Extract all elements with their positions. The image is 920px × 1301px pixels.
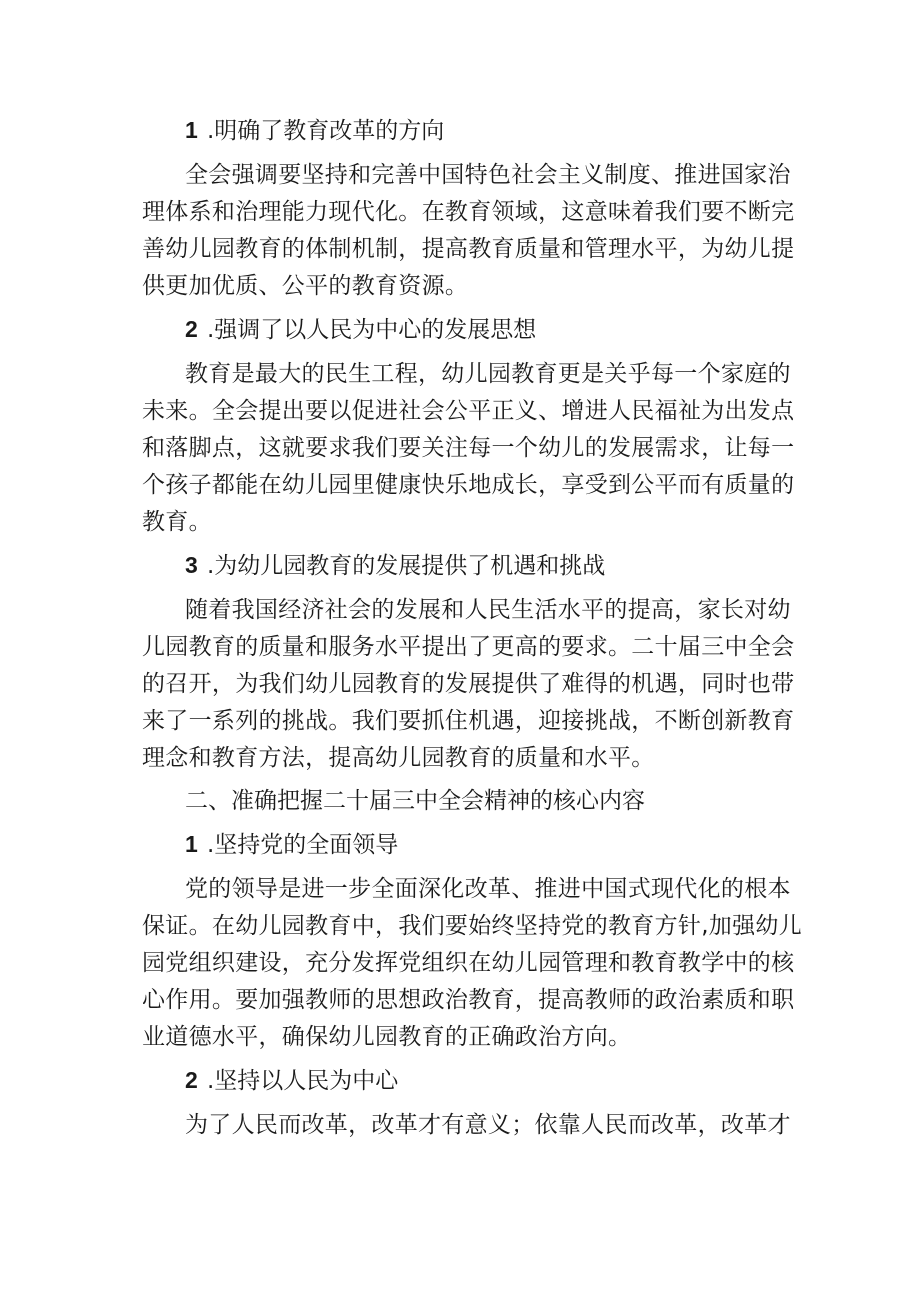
paragraph — [142, 356, 795, 541]
paragraph-line: 保证。在幼儿园教育中，我们要始终坚持党的教育方针,加强幼儿 — [142, 913, 803, 939]
paragraph-line: 未来。全会提出要以促进社会公平正义、增进人民福祉为出发点 — [142, 398, 795, 424]
heading-text: .为幼儿园教育的发展提供了机遇和挑战 — [207, 553, 606, 579]
section-heading — [142, 112, 790, 149]
paragraph-line: 和落脚点，这就要求我们要关注每一个幼儿的发展需求，让每一 — [142, 435, 795, 461]
paragraph-line: 理念和教育方法，提高幼儿园教育的质量和水平。 — [142, 745, 655, 771]
paragraph-line: 教育是最大的民生工程，幼儿园教育更是关乎每一个家庭的 — [185, 361, 791, 387]
paragraph-line: 党的领导是进一步全面深化改革、推进中国式现代化的根本 — [185, 876, 791, 902]
section-heading — [142, 783, 790, 820]
paragraph-line: 善幼儿园教育的体制机制，提高教育质量和管理水平，为幼儿提 — [142, 236, 795, 262]
heading-number: 1 — [185, 117, 198, 143]
heading-text: .坚持以人民为中心 — [207, 1068, 399, 1094]
heading-text: 二、准确把握二十届三中全会精神的核心内容 — [185, 788, 645, 814]
paragraph-line: 全会强调要坚持和完善中国特色社会主义制度、推进国家治 — [185, 162, 791, 188]
paragraph-line: 教育。 — [142, 509, 212, 535]
paragraph — [142, 1107, 790, 1144]
paragraph-line: 个孩子都能在幼儿园里健康快乐地成长，享受到公平而有质量的 — [142, 472, 795, 498]
paragraph-line: 供更加优质、公平的教育资源。 — [142, 273, 469, 299]
section-heading — [142, 826, 790, 863]
section-heading — [142, 311, 790, 348]
paragraph-line: 业道德水平，确保幼儿园教育的正确政治方向。 — [142, 1024, 632, 1050]
paragraph — [142, 157, 795, 305]
paragraph-line: 心作用。要加强教师的思想政治教育，提高教师的政治素质和职 — [142, 987, 795, 1013]
heading-number: 2 — [185, 316, 198, 342]
paragraph — [142, 871, 803, 1056]
paragraph-line: 来了一系列的挑战。我们要抓住机遇，迎接挑战，不断创新教育 — [142, 708, 795, 734]
paragraph-line: 园党组织建设，充分发挥党组织在幼儿园管理和教育教学中的核 — [142, 950, 795, 976]
paragraph-line: 儿园教育的质量和服务水平提出了更高的要求。二十届三中全会 — [142, 634, 795, 660]
heading-number: 1 — [185, 831, 198, 857]
section-heading — [142, 1062, 790, 1099]
heading-number: 2 — [185, 1067, 198, 1093]
paragraph-line: 理体系和治理能力现代化。在教育领域，这意味着我们要不断完 — [142, 199, 795, 225]
heading-text: .强调了以人民为中心的发展思想 — [207, 317, 537, 343]
paragraph — [142, 592, 795, 777]
paragraph-line: 的召开，为我们幼儿园教育的发展提供了难得的机遇，同时也带 — [142, 671, 795, 697]
paragraph-line: 为了人民而改革，改革才有意义；依靠人民而改革，改革才 — [185, 1112, 791, 1138]
heading-number: 3 — [185, 552, 198, 578]
document-page — [142, 112, 803, 1144]
heading-text: .坚持党的全面领导 — [207, 832, 399, 858]
section-heading — [142, 547, 790, 584]
heading-text: .明确了教育改革的方向 — [207, 118, 445, 144]
paragraph-line: 随着我国经济社会的发展和人民生活水平的提高，家长对幼 — [185, 597, 791, 623]
